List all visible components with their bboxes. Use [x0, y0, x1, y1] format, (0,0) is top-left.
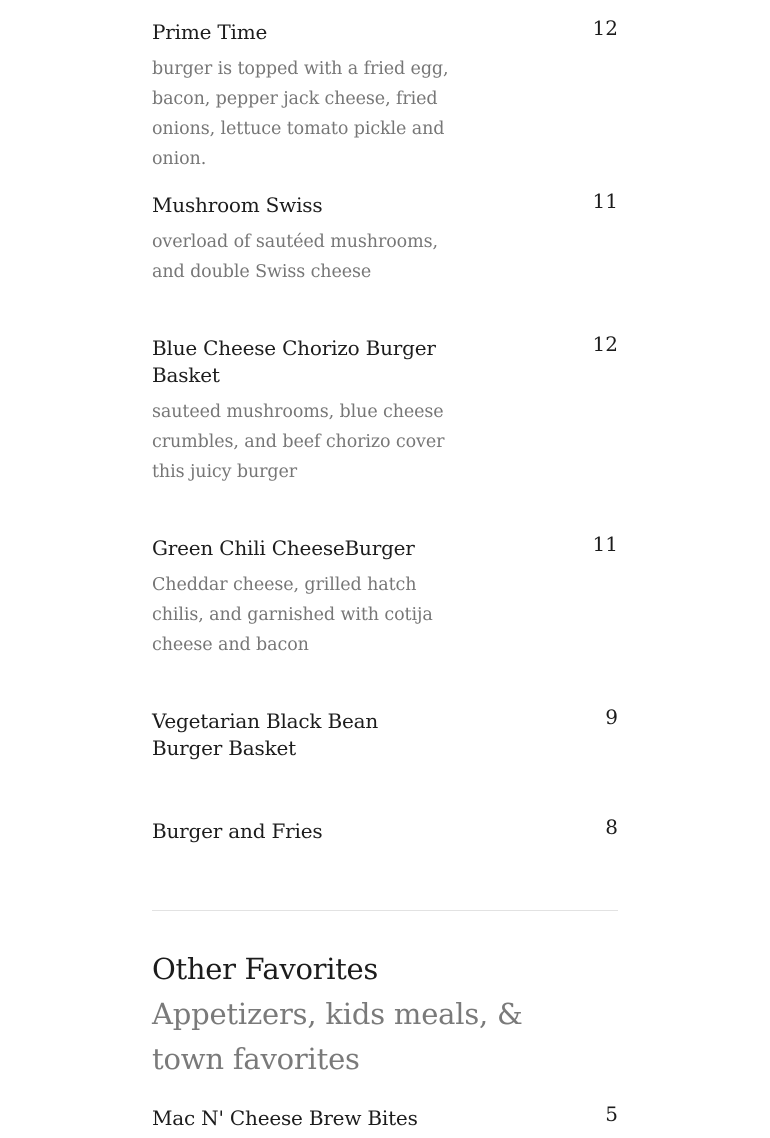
menu-item-name: Mushroom Swiss: [152, 193, 323, 217]
section-divider: [152, 910, 618, 911]
menu-item-description: sauteed mushrooms, blue cheese crumbles, and beef chorizo cover this juicy burger: [152, 402, 445, 482]
menu-item-name: Burger and Fries: [152, 819, 323, 843]
menu-item-description: burger is topped with a fried egg, bacon, pepper jack cheese, fried onions, lettuce tomato pickle and onion.: [152, 59, 449, 169]
menu-item: [152, 705, 618, 762]
menu-item-description: Cheddar cheese, grilled hatch chilis, and garnished with cotija cheese and bacon: [152, 575, 433, 655]
menu-item-price: 11: [592, 189, 618, 213]
menu-item-description: overload of sautéed mushrooms, and double Swiss cheese: [152, 232, 438, 282]
section-title: Other Favorites: [152, 952, 378, 986]
menu-item-price: 8: [605, 815, 618, 839]
menu-item: [152, 189, 618, 287]
menu-item-name: Prime Time: [152, 20, 268, 44]
menu-item-name: Mac N' Cheese Brew Bites: [152, 1106, 418, 1130]
menu-item-price: 12: [592, 332, 618, 356]
menu-item-price: 11: [592, 532, 618, 556]
menu-item-name: Vegetarian Black Bean Burger Basket: [152, 709, 378, 760]
menu-item: [152, 332, 618, 487]
menu-item: [152, 16, 618, 174]
menu-item: [152, 532, 618, 660]
menu-item-price: 9: [605, 705, 618, 729]
menu-item-name: Blue Cheese Chorizo Burger Basket: [152, 336, 436, 387]
menu-item-price: 5: [605, 1102, 618, 1126]
menu-item: [152, 1102, 618, 1132]
menu-item: [152, 815, 618, 845]
menu-item-price: 12: [592, 16, 618, 40]
section-subtitle: Appetizers, kids meals, & town favorites: [152, 997, 523, 1076]
menu-item-name: Green Chili CheeseBurger: [152, 536, 415, 560]
